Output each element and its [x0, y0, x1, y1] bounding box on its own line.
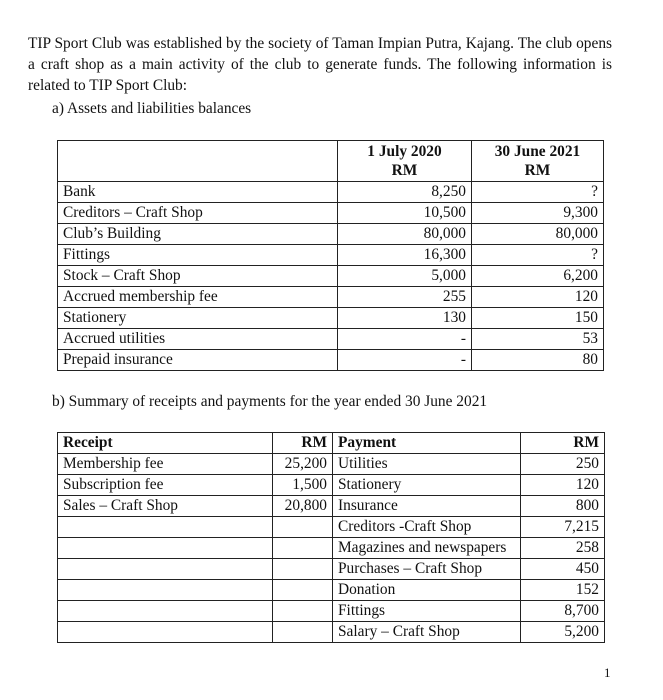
- receipt-item: [58, 601, 273, 622]
- value-30-june-2021: ?: [472, 245, 604, 266]
- table-row: [58, 580, 605, 601]
- value-1-july-2020: 130: [338, 308, 472, 329]
- table-row: [58, 538, 605, 559]
- table-row: [58, 601, 605, 622]
- table-row: [58, 559, 605, 580]
- receipt-item: [58, 580, 273, 601]
- header-blank-cell: [58, 141, 338, 182]
- table-row: [58, 308, 604, 329]
- receipt-rm-header: RM: [273, 433, 333, 454]
- receipt-amount: [273, 622, 333, 643]
- value-30-june-2021: 80,000: [472, 224, 604, 245]
- col2-header: [472, 141, 604, 182]
- item-label: Club’s Building: [58, 224, 338, 245]
- value-30-june-2021: 9,300: [472, 203, 604, 224]
- payment-item: Utilities: [333, 454, 521, 475]
- receipt-amount: 1,500: [273, 475, 333, 496]
- payment-item: Stationery: [333, 475, 521, 496]
- value-1-july-2020: 5,000: [338, 266, 472, 287]
- table-row: [58, 622, 605, 643]
- payment-amount: 8,700: [521, 601, 605, 622]
- item-label: Accrued utilities: [58, 329, 338, 350]
- item-label: Accrued membership fee: [58, 287, 338, 308]
- payment-amount: 152: [521, 580, 605, 601]
- table-row: [58, 496, 605, 517]
- payment-amount: 258: [521, 538, 605, 559]
- receipt-amount: [273, 538, 333, 559]
- section-b-heading: b) Summary of receipts and payments for the year ended 30 June 2021: [52, 393, 488, 410]
- payment-header: Payment: [333, 433, 521, 454]
- payment-item: Donation: [333, 580, 521, 601]
- table-row: [58, 245, 604, 266]
- value-1-july-2020: -: [338, 350, 472, 371]
- item-label: Stock – Craft Shop: [58, 266, 338, 287]
- value-30-june-2021: 120: [472, 287, 604, 308]
- value-30-june-2021: 6,200: [472, 266, 604, 287]
- item-label: Fittings: [58, 245, 338, 266]
- receipt-header: Receipt: [58, 433, 273, 454]
- item-label: Prepaid insurance: [58, 350, 338, 371]
- receipt-item: Subscription fee: [58, 475, 273, 496]
- value-1-july-2020: 10,500: [338, 203, 472, 224]
- payment-amount: 7,215: [521, 517, 605, 538]
- table-row: [58, 350, 604, 371]
- value-1-july-2020: 255: [338, 287, 472, 308]
- receipt-item: Membership fee: [58, 454, 273, 475]
- value-1-july-2020: -: [338, 329, 472, 350]
- col2-unit: RM: [524, 162, 551, 179]
- table-row: [58, 224, 604, 245]
- payment-amount: 450: [521, 559, 605, 580]
- value-30-june-2021: 80: [472, 350, 604, 371]
- payment-amount: 120: [521, 475, 605, 496]
- page-number: 1: [604, 665, 611, 680]
- receipt-item: [58, 559, 273, 580]
- col1-unit: RM: [391, 162, 418, 179]
- table-row: [58, 454, 605, 475]
- intro-paragraph: TIP Sport Club was established by the society of Taman Impian Putra, Kajang. The club opens a craft shop as a main activity of the club to generate funds. The following information is related to TIP Sport Club:: [28, 35, 612, 95]
- receipts-payments-table: [57, 432, 605, 643]
- receipt-item: [58, 622, 273, 643]
- receipt-amount: 25,200: [273, 454, 333, 475]
- assets-liabilities-table: [57, 140, 604, 371]
- payment-amount: 5,200: [521, 622, 605, 643]
- receipt-item: [58, 538, 273, 559]
- table-row: [58, 517, 605, 538]
- payment-item: Creditors -Craft Shop: [333, 517, 521, 538]
- receipt-item: Sales – Craft Shop: [58, 496, 273, 517]
- receipt-item: [58, 517, 273, 538]
- value-1-july-2020: 8,250: [338, 182, 472, 203]
- item-label: Bank: [58, 182, 338, 203]
- table-row: [58, 287, 604, 308]
- col2-date: 30 June 2021: [494, 143, 581, 160]
- receipt-amount: [273, 559, 333, 580]
- payment-rm-header: RM: [521, 433, 605, 454]
- table-header-row: [58, 141, 604, 182]
- table-row: [58, 329, 604, 350]
- payment-amount: 250: [521, 454, 605, 475]
- value-1-july-2020: 80,000: [338, 224, 472, 245]
- item-label: Stationery: [58, 308, 338, 329]
- payment-item: Purchases – Craft Shop: [333, 559, 521, 580]
- payment-item: Insurance: [333, 496, 521, 517]
- table-header-row: [58, 433, 605, 454]
- value-30-june-2021: 53: [472, 329, 604, 350]
- value-30-june-2021: ?: [472, 182, 604, 203]
- payment-amount: 800: [521, 496, 605, 517]
- value-30-june-2021: 150: [472, 308, 604, 329]
- table-row: [58, 266, 604, 287]
- receipt-amount: [273, 601, 333, 622]
- table-row: [58, 203, 604, 224]
- section-a-heading: a) Assets and liabilities balances: [52, 100, 252, 117]
- payment-item: Fittings: [333, 601, 521, 622]
- receipt-amount: [273, 517, 333, 538]
- receipt-amount: [273, 580, 333, 601]
- receipt-amount: 20,800: [273, 496, 333, 517]
- item-label: Creditors – Craft Shop: [58, 203, 338, 224]
- value-1-july-2020: 16,300: [338, 245, 472, 266]
- payment-item: Magazines and newspapers: [333, 538, 521, 559]
- table-row: [58, 182, 604, 203]
- col1-header: [338, 141, 472, 182]
- col1-date: 1 July 2020: [367, 143, 442, 160]
- table-row: [58, 475, 605, 496]
- payment-item: Salary – Craft Shop: [333, 622, 521, 643]
